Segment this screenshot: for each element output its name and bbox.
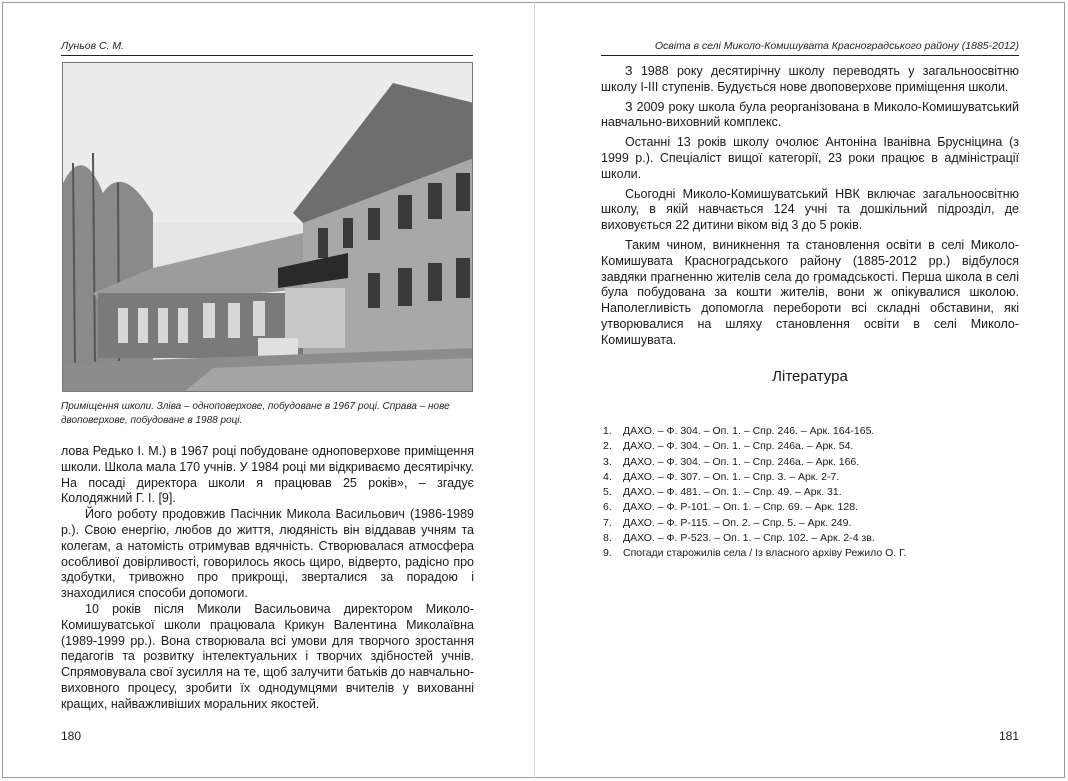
- left-body-text: [61, 444, 474, 713]
- right-header-rule: [601, 55, 1019, 56]
- paragraph: З 2009 року школа була реорганізована в Миколо-Комишуватський навчально-виховний комплекс.: [601, 99, 1019, 130]
- reference-text: ДАХО. – Ф. Р-115. – Оп. 2. – Спр. 5. – Арк. 249.: [623, 516, 852, 529]
- reference-text: ДАХО. – Ф. 304. – Оп. 1. – Спр. 246. – Арк. 164-165.: [623, 425, 875, 437]
- reference-item: [603, 516, 906, 531]
- reference-number: 3.: [603, 455, 612, 468]
- reference-number: 5.: [603, 486, 612, 499]
- reference-text: ДАХО. – Ф. 481. – Оп. 1. – Спр. 49. – Арк. 31.: [623, 486, 842, 499]
- reference-text: ДАХО. – Ф. 304. – Оп. 1. – Спр. 246а. – Арк. 166.: [623, 455, 860, 468]
- reference-item: [603, 424, 906, 439]
- reference-item: [603, 485, 906, 500]
- paragraph: Останні 13 років школу очолює Антоніна Іванівна Брусніцина (з 1999 р.). Спеціаліст вищої категорії, 23 роки працює в адміністрації школи.: [601, 135, 1019, 181]
- left-running-head: Луньов С. М.: [61, 40, 125, 52]
- paragraph: Його роботу продовжив Пасічник Микола Васильович (1986-1989 р.). Свою енергію, любов до життя, людяність він віддавав учням та колегам, а натомість отримував вдячність. Створювалася атмосфера особливої довірливості, говорилось якось щиро, відверто, радісно про здобутки, тривожно про прикрощі, зверталися за порадою і знаходилися способи допомоги.: [61, 507, 474, 601]
- page-fold: [534, 2, 535, 778]
- reference-item: [603, 455, 906, 470]
- reference-number: 9.: [603, 547, 612, 560]
- references-list: [603, 424, 906, 562]
- left-header-rule: [61, 55, 473, 56]
- reference-item: [603, 470, 906, 485]
- reference-text: ДАХО. – Ф. 307. – Оп. 1. – Спр. 3. – Арк. 2-7.: [623, 470, 840, 483]
- paragraph: Таким чином, виникнення та становлення освіти в селі Миколо-Комишувата Красноградського району (1885-2012 рр.) відбулося завдяки прагненню жителів села до громадськості. Перша школа в селі була побудована за кошти жителів, вони ж опікувалися школою. Наполегливість допомогла перебороти всі складні обставини, які утворювалися на шляху становлення освіти в селі Миколо-Комишувата.: [601, 237, 1019, 347]
- photo-caption: Приміщення школи. Зліва – одноповерхове, побудоване в 1967 році. Справа – нове двоповерхове, побудоване в 1988 році.: [61, 401, 450, 426]
- reference-item: [603, 500, 906, 515]
- reference-number: 2.: [603, 440, 612, 453]
- reference-text: ДАХО. – Ф. Р-523. – Оп. 1. – Спр. 102. – Арк. 2-4 зв.: [623, 532, 875, 545]
- school-photo-illustration: [63, 63, 473, 392]
- reference-item: [603, 531, 906, 546]
- right-body-text: [601, 64, 1019, 353]
- reference-number: 1.: [603, 425, 612, 437]
- literature-heading: Література: [772, 368, 848, 385]
- reference-text: ДАХО. – Ф. 304. – Оп. 1. – Спр. 246а. – Арк. 54.: [623, 440, 854, 453]
- reference-number: 7.: [603, 516, 612, 529]
- reference-text: Спогади старожилів села / Із власного архіву Режило О. Г.: [623, 547, 907, 560]
- paragraph: З 1988 року десятирічну школу переводять у загальноосвітню школу I-III ступенів. Будується нове двоповерхове приміщення школи.: [601, 64, 1019, 94]
- reference-item: [603, 439, 906, 454]
- left-page-number: 180: [61, 729, 82, 743]
- school-building-photo: [62, 62, 473, 392]
- reference-number: 6.: [603, 501, 612, 514]
- paragraph: 10 років після Миколи Васильовича директором Миколо-Комишуватської школи працювала Крикун Валентина Миколаївна (1989-1999 рр.). Вона створювала всі умови для творчого зростання педагогів та розвитку інтелектуальних і творчих здібностей учнів. Спрямовувала свої зусилля на те, щоб залучити батьків до навчально-виховного процесу, зробити їх однодумцями вчителів у вихованні кращих, найважливіших моральних якостей.: [61, 601, 474, 711]
- reference-number: 4.: [603, 470, 612, 483]
- paragraph: Сьогодні Миколо-Комишуватський НВК включає загальноосвітню школу, в якій навчається 124 учні та дошкільний підрозділ, де виховується 22 дитини віком від 3 до 5 років.: [601, 186, 1019, 233]
- reference-text: ДАХО. – Ф. Р-101. – Оп. 1. – Спр. 69. – Арк. 128.: [623, 501, 858, 514]
- reference-item: [603, 546, 906, 561]
- right-page-number: 181: [999, 729, 1020, 743]
- paragraph: лова Редько І. М.) в 1967 році побудоване одноповерхове приміщення школи. Школа мала 170 учнів. У 1984 році ми відкриваємо десятирічку. На посаді директора школи я працював 25 років», – згадує Колодяжний Г. І. [9].: [61, 444, 474, 506]
- reference-number: 8.: [603, 532, 612, 545]
- right-running-head: Освіта в селі Миколо-Комишувата Красноградського району (1885-2012): [654, 40, 1019, 52]
